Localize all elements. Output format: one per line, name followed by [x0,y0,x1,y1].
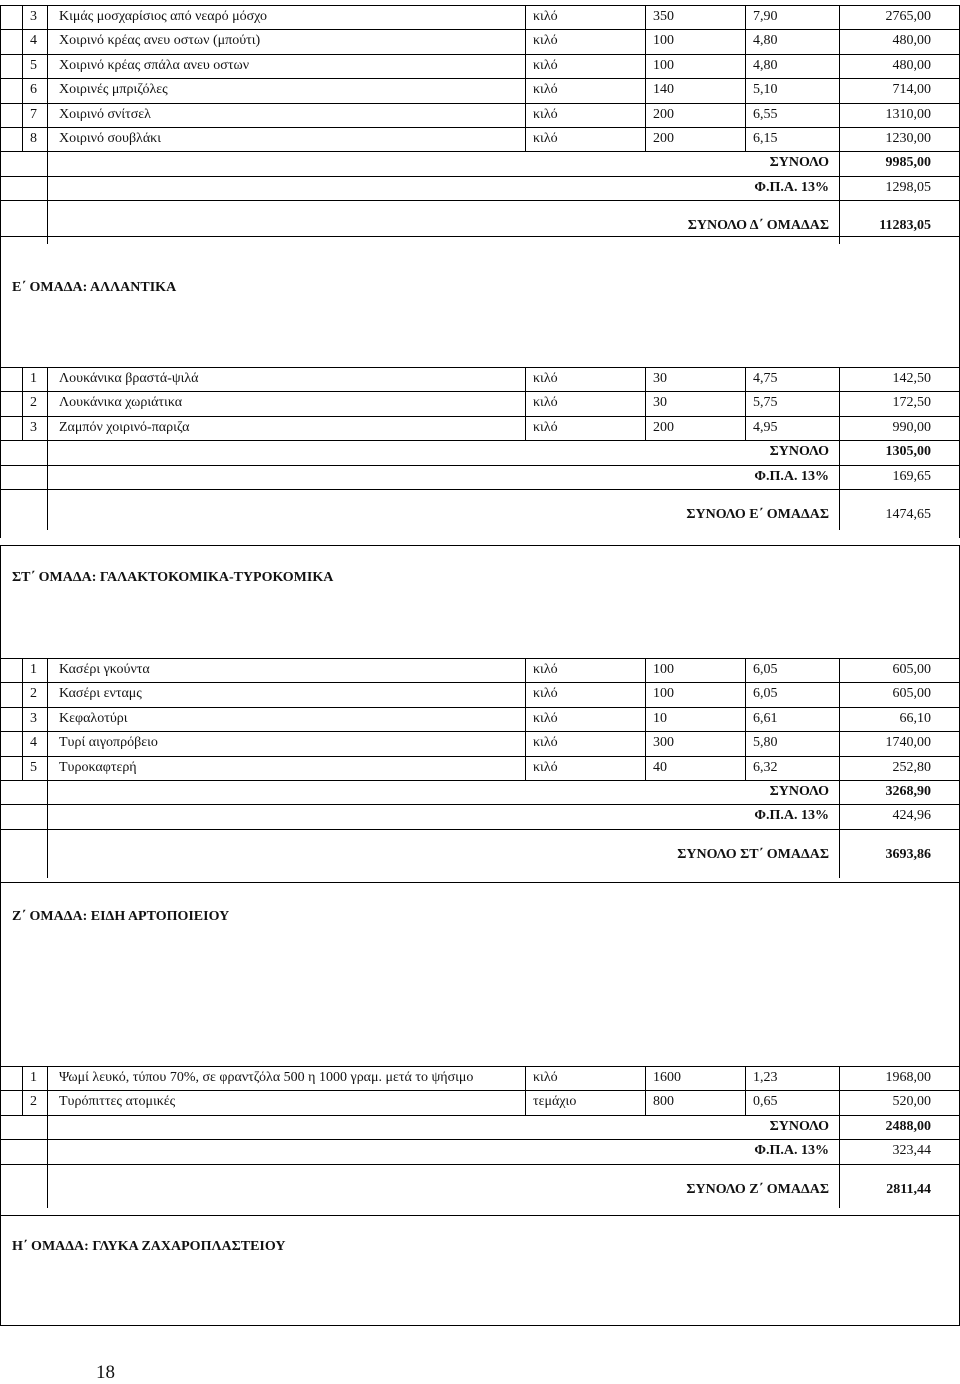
item-description: Λουκάνικα βραστά-ψιλά [59,371,199,386]
item-total: 2765,00 [885,9,931,24]
item-unit-price: 4,75 [753,371,778,386]
item-unit: κιλό [533,662,558,677]
vat-value: 1298,05 [885,179,931,195]
item-description: Λουκάνικα χωριάτικα [59,395,183,411]
table-column-rule [839,440,840,489]
item-total: 520,00 [892,1094,931,1110]
item-total: 1740,00 [885,735,931,751]
table-rule [0,1066,960,1067]
item-unit-price: 6,61 [753,710,778,726]
table-rule [0,882,960,883]
table-rule [0,151,960,152]
table-rule [0,200,960,201]
table-rule [0,682,960,683]
item-total: 172,50 [892,395,931,411]
item-quantity: 100 [653,686,674,702]
table-column-rule [839,1066,840,1115]
row-number: 3 [30,9,37,24]
table-column-rule [645,367,646,440]
item-description: Τυροκαφτερή [59,759,137,775]
item-unit: κιλό [533,710,558,726]
table-rule [0,707,960,708]
table-column-rule [47,489,48,530]
table-rule [0,804,960,805]
table-rule [0,780,960,781]
table-column-rule [645,5,646,151]
item-quantity: 1600 [653,1070,681,1085]
row-number: 8 [30,131,37,146]
row-number: 1 [30,1070,37,1085]
item-unit: κιλό [533,106,558,122]
table-column-rule [839,1115,840,1164]
table-column-rule [47,658,48,780]
subtotal-value: 2488,00 [885,1118,931,1134]
table-column-rule [745,1066,746,1115]
row-number: 4 [30,33,37,49]
group-total-label: ΣΥΝΟΛΟ Δ΄ ΟΜΑΔΑΣ [687,218,829,234]
row-number: 5 [30,57,37,73]
table-rule [0,545,960,546]
item-description: Ψωμί λευκό, τύπου 70%, σε φραντζόλα 500 η 1000 γραμ. μετά το ψήσιμο [59,1070,474,1085]
table-rule [0,127,960,128]
table-column-rule [22,5,23,151]
item-total: 142,50 [892,371,931,386]
table-column-rule [22,1066,23,1115]
table-rule [0,54,960,55]
item-unit-price: 6,55 [753,106,778,122]
table-rule [0,416,960,417]
item-description: Κασέρι γκούντα [59,662,150,677]
item-quantity: 100 [653,662,674,677]
table-column-rule [0,1066,1,1216]
group-total-label: ΣΥΝΟΛΟ Ζ΄ ΟΜΑΔΑΣ [686,1181,829,1197]
section-title: Η΄ ΟΜΑΔΑ: ΓΛΥΚΑ ΖΑΧΑΡΟΠΛΑΣΤΕΙΟΥ [12,1239,286,1254]
table-rule [0,465,960,466]
table-rule [0,440,960,441]
table-column-rule [745,5,746,151]
row-number: 3 [30,710,37,726]
item-unit-price: 4,80 [753,57,778,73]
row-number: 2 [30,395,37,411]
table-column-rule [47,1115,48,1164]
row-number: 1 [30,371,37,386]
row-number: 6 [30,82,37,98]
row-number: 5 [30,759,37,775]
item-unit-price: 5,75 [753,395,778,411]
item-description: Χοιρινό σνίτσελ [59,106,151,122]
item-unit: κιλό [533,735,558,751]
row-number: 2 [30,686,37,702]
item-description: Κεφαλοτύρι [59,710,128,726]
table-rule [0,756,960,757]
subtotal-label: ΣΥΝΟΛΟ [769,444,829,460]
item-quantity: 140 [653,82,674,98]
item-quantity: 30 [653,395,667,411]
vat-label: Φ.Π.Α. 13% [754,808,829,824]
table-column-rule [47,780,48,829]
item-unit-price: 5,80 [753,735,778,751]
table-column-rule [839,780,840,829]
table-rule [0,489,960,490]
group-total-value: 11283,05 [879,218,931,234]
item-quantity: 200 [653,131,674,146]
table-column-rule [525,1066,526,1115]
table-column-rule [0,545,1,658]
item-quantity: 30 [653,371,667,386]
table-column-rule [22,367,23,440]
table-rule [0,829,960,830]
table-rule [0,236,960,237]
item-unit: κιλό [533,33,558,49]
table-column-rule [525,367,526,440]
item-unit-price: 5,10 [753,82,778,98]
table-column-rule [839,489,840,530]
table-rule [0,29,960,30]
table-rule [0,391,960,392]
table-rule [0,1090,960,1091]
group-total-label: ΣΥΝΟΛΟ Ε΄ ΟΜΑΔΑΣ [686,507,829,522]
row-number: 3 [30,419,37,435]
item-unit: κιλό [533,759,558,775]
table-column-rule [839,5,840,151]
item-unit: κιλό [533,9,558,24]
item-description: Κασέρι ενταμς [59,686,142,702]
group-total-value: 2811,44 [886,1181,931,1197]
subtotal-value: 9985,00 [885,155,931,171]
subtotal-label: ΣΥΝΟΛΟ [769,1118,829,1134]
table-rule [0,1139,960,1140]
table-column-rule [525,658,526,780]
vat-value: 424,96 [892,808,931,824]
table-column-rule [0,658,1,886]
vat-value: 169,65 [892,468,931,484]
table-column-rule [47,440,48,489]
vat-value: 323,44 [892,1143,931,1159]
table-column-rule [839,829,840,878]
item-description: Χοιρινό κρέας σπάλα ανευ οστων [59,57,250,73]
table-column-rule [0,1215,1,1325]
section-title: ΣΤ΄ ΟΜΑΔΑ: ΓΑΛΑΚΤΟΚΟΜΙΚΑ-ΤΥΡΟΚΟΜΙΚΑ [12,570,334,585]
row-number: 7 [30,106,37,122]
item-description: Τυρόπιττες ατομικές [59,1094,176,1110]
item-quantity: 200 [653,106,674,122]
row-number: 4 [30,735,37,751]
table-column-rule [0,236,1,367]
table-rule [0,1164,960,1165]
item-unit: κιλό [533,1070,558,1085]
table-column-rule [47,367,48,440]
table-column-rule [47,151,48,200]
table-rule [0,367,960,368]
item-quantity: 800 [653,1094,674,1110]
section-title: Ζ΄ ΟΜΑΔΑ: ΕΙΔΗ ΑΡΤΟΠΟΙΕΙΟΥ [12,909,230,924]
item-total: 66,10 [899,710,931,726]
table-rule [0,78,960,79]
vat-label: Φ.Π.Α. 13% [754,468,829,484]
table-column-rule [645,1066,646,1115]
group-total-label: ΣΥΝΟΛΟ ΣΤ΄ ΟΜΑΔΑΣ [677,846,829,862]
table-column-rule [0,5,1,252]
table-column-rule [47,829,48,878]
item-description: Ζαμπόν χοιρινό-παριζα [59,419,190,435]
item-total: 990,00 [892,419,931,435]
item-description: Χοιρινό κρέας ανευ οστων (μπούτι) [59,33,261,49]
page-number: 18 [96,1362,115,1383]
table-column-rule [0,882,1,1066]
item-description: Τυρί αιγοπρόβειο [59,735,158,751]
item-total: 480,00 [892,57,931,73]
table-column-rule [0,367,1,538]
item-unit-price: 1,23 [753,1070,778,1085]
table-rule [0,1325,960,1326]
item-description: Κιμάς μοσχαρίσιος από νεαρό μόσχο [59,9,268,24]
item-total: 714,00 [892,82,931,98]
subtotal-value: 1305,00 [885,444,931,460]
item-quantity: 300 [653,735,674,751]
item-quantity: 100 [653,57,674,73]
item-total: 1310,00 [885,106,931,122]
item-unit: κιλό [533,686,558,702]
table-column-rule [47,1066,48,1115]
item-unit-price: 4,95 [753,419,778,435]
item-unit-price: 6,05 [753,662,778,677]
table-column-rule [839,151,840,200]
table-column-rule [745,367,746,440]
item-description: Χοιρινό σουβλάκι [59,131,162,146]
section-title: Ε΄ ΟΜΑΔΑ: ΑΛΛΑΝΤΙΚΑ [12,280,177,295]
item-total: 480,00 [892,33,931,49]
table-rule [0,731,960,732]
item-unit-price: 6,32 [753,759,778,775]
item-unit-price: 6,15 [753,131,778,146]
subtotal-value: 3268,90 [885,784,931,799]
table-column-rule [839,200,840,244]
table-rule [0,1215,960,1216]
subtotal-label: ΣΥΝΟΛΟ [769,155,829,171]
item-unit: κιλό [533,82,558,98]
vat-label: Φ.Π.Α. 13% [754,1143,829,1159]
table-rule [0,5,960,6]
item-total: 1968,00 [885,1070,931,1085]
item-description: Χοιρινές μπριζόλες [59,82,168,98]
group-total-value: 1474,65 [885,507,931,522]
table-column-rule [839,367,840,440]
item-total: 252,80 [892,759,931,775]
item-unit: κιλό [533,57,558,73]
subtotal-label: ΣΥΝΟΛΟ [769,784,829,799]
item-quantity: 200 [653,419,674,435]
item-unit-price: 7,90 [753,9,778,24]
vat-label: Φ.Π.Α. 13% [754,179,829,195]
item-unit: κιλό [533,131,558,146]
table-column-rule [645,658,646,780]
table-column-rule [47,200,48,244]
item-unit-price: 4,80 [753,33,778,49]
table-column-rule [839,658,840,780]
table-column-rule [525,5,526,151]
item-unit-price: 0,65 [753,1094,778,1110]
item-quantity: 40 [653,759,667,775]
table-column-rule [47,5,48,151]
item-quantity: 10 [653,710,667,726]
table-column-rule [839,1164,840,1208]
item-total: 605,00 [892,662,931,677]
item-total: 1230,00 [885,131,931,146]
item-unit: τεμάχιο [533,1094,577,1110]
table-column-rule [745,658,746,780]
item-unit: κιλό [533,419,558,435]
item-unit: κιλό [533,395,558,411]
item-unit: κιλό [533,371,558,386]
table-rule [0,103,960,104]
table-column-rule [22,658,23,780]
item-total: 605,00 [892,686,931,702]
table-rule [0,658,960,659]
row-number: 1 [30,662,37,677]
group-total-value: 3693,86 [885,846,931,862]
item-quantity: 100 [653,33,674,49]
table-column-rule [47,1164,48,1208]
table-rule [0,1115,960,1116]
row-number: 2 [30,1094,37,1110]
table-rule [0,176,960,177]
item-unit-price: 6,05 [753,686,778,702]
item-quantity: 350 [653,9,674,24]
